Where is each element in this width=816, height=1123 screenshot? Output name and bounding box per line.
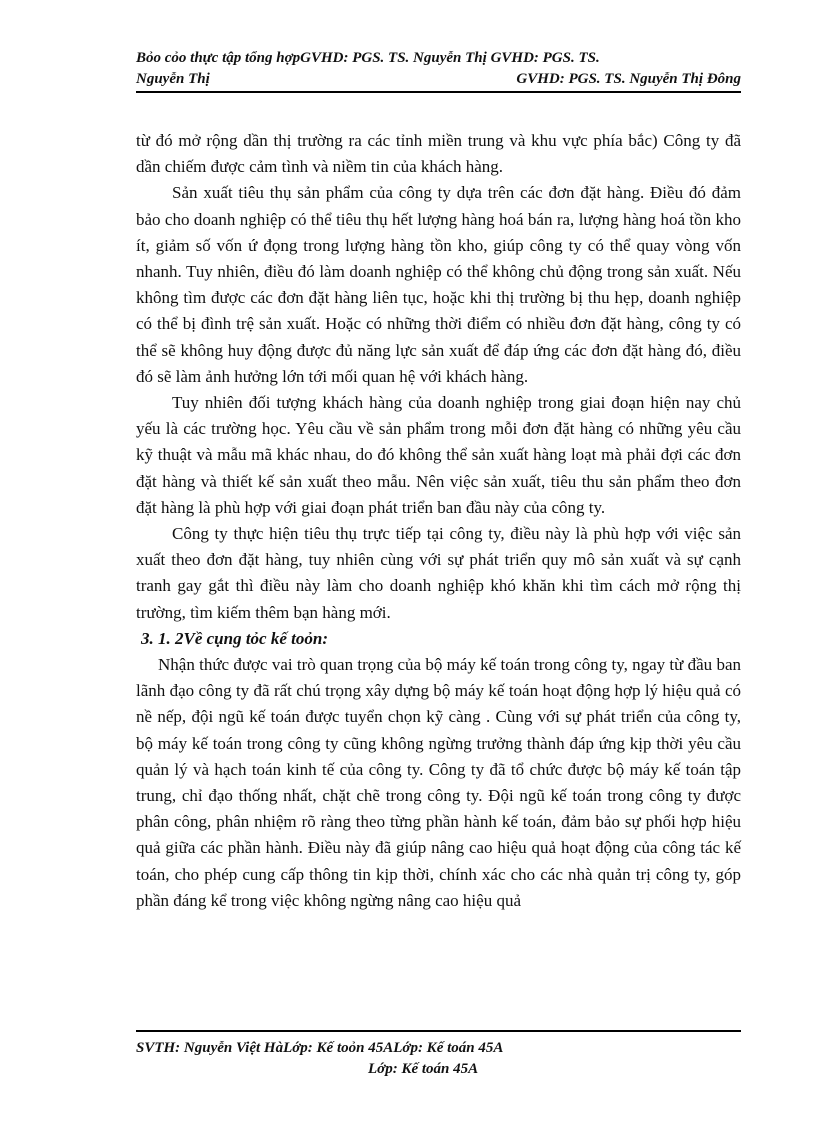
- header-line-2: [136, 69, 741, 90]
- paragraph-3: Tuy nhiên đối tượng khách hàng của doanh nghiệp trong giai đoạn hiện nay chủ yếu là các trường học. Yêu cầu về sản phẩm trong mỗi đơn đặt hàng có những yêu cầu kỹ thuật và mẫu mã khác nhau, do đó không thể sản xuất hàng loạt mà phải đợi các đơn đặt hàng và thiết kế sản xuất theo mẫu. Nên việc sản xuất, tiêu thu sản phẩm theo đơn đặt hàng là phù hợp với giai đoạn phát triển ban đầu này của công ty.: [136, 393, 741, 517]
- page-footer: [136, 1038, 741, 1080]
- page-header: [136, 48, 741, 90]
- document-body: [136, 128, 741, 914]
- footer-divider: [136, 1030, 741, 1032]
- header-divider: [136, 91, 741, 93]
- paragraph-1: từ đó mở rộng dần thị trường ra các tỉnh miền trung và khu vực phía bắc) Công ty đã dần chiếm được cảm tình và niềm tin của khách hàng.: [136, 131, 741, 177]
- header-right-text: GVHD: PGS. TS. Nguyễn Thị Đông: [516, 71, 741, 87]
- footer-line-2: Lớp: Kế toán 45A: [368, 1061, 479, 1077]
- paragraph-2: Sản xuất tiêu thụ sản phẩm của công ty dựa trên các đơn đặt hàng. Điều đó đảm bảo cho doanh nghiệp có thể tiêu thụ hết lượng hàng hoá bán ra, lượng hàng hoá tồn kho ít, giảm số vốn ứ đọng trong lượng hàng tồn kho, giúp công ty có thể quay vòng vốn nhanh. Tuy nhiên, điều đó làm doanh nghiệp có thể không chủ động trong sản xuất. Nếu không tìm được các đơn đặt hàng liên tục, hoặc khi thị trường bị thu hẹp, doanh nghiệp có thể bị đình trệ sản xuất. Hoặc có những thời điểm có nhiều đơn đặt hàng, công ty có thể sẽ không huy động được đủ năng lực sản xuất để đáp ứng các đơn đặt hàng đó, điều đó sẽ làm ảnh hưởng lớn tới mối quan hệ với khách hàng.: [136, 183, 741, 386]
- header-line-1: Bỏo cỏo thực tập tổng hợpGVHD: PGS. TS. Nguyễn Thị GVHD: PGS. TS.: [136, 50, 600, 66]
- paragraph-4: Công ty thực hiện tiêu thụ trực tiếp tại công ty, điều này là phù hợp với việc sản xuất theo đơn đặt hàng, tuy nhiên cùng với sự phát triển quy mô sản xuất và sự cạnh tranh gay gắt thì điều này làm cho doanh nghiệp khó khăn khi tìm cách mở rộng thị trường, tìm kiếm thêm bạn hàng mới.: [136, 524, 741, 622]
- paragraph-5: Nhận thức được vai trò quan trọng của bộ máy kế toán trong công ty, ngay từ đầu ban lãnh đạo công ty đã rất chú trọng xây dựng bộ máy kế toán hoạt động hợp lý hiệu quả có nề nếp, đội ngũ kế toán được tuyển chọn kỹ càng . Cùng với sự phát triển của công ty, bộ máy kế toán trong công ty cũng không ngừng trưởng thành đáp ứng kịp thời yêu cầu quản lý và hạch toán kinh tế của công ty. Công ty đã tổ chức được bộ máy kế toán tập trung, chỉ đạo thống nhất, chặt chẽ trong công ty. Đội ngũ kế toán trong công ty được phân công, phân nhiệm rõ ràng theo từng phần hành kế toán, đảm bảo sự phối hợp hiệu quả giữa các phần hành. Điều này đã giúp nâng cao hiệu quả hoạt động của công tác kế toán, cho phép cung cấp thông tin kịp thời, chính xác cho các nhà quản trị công ty, góp phần đáng kể trong việc không ngừng nâng cao hiệu quả: [136, 655, 741, 910]
- section-heading: 3. 1. 2Về cụng tỏc kế toỏn:: [141, 628, 328, 648]
- footer-line-1: SVTH: Nguyễn Việt HàLớp: Kế toỏn 45ALớp: Kế toán 45A: [136, 1040, 504, 1056]
- header-left-text: Nguyễn Thị: [136, 71, 210, 87]
